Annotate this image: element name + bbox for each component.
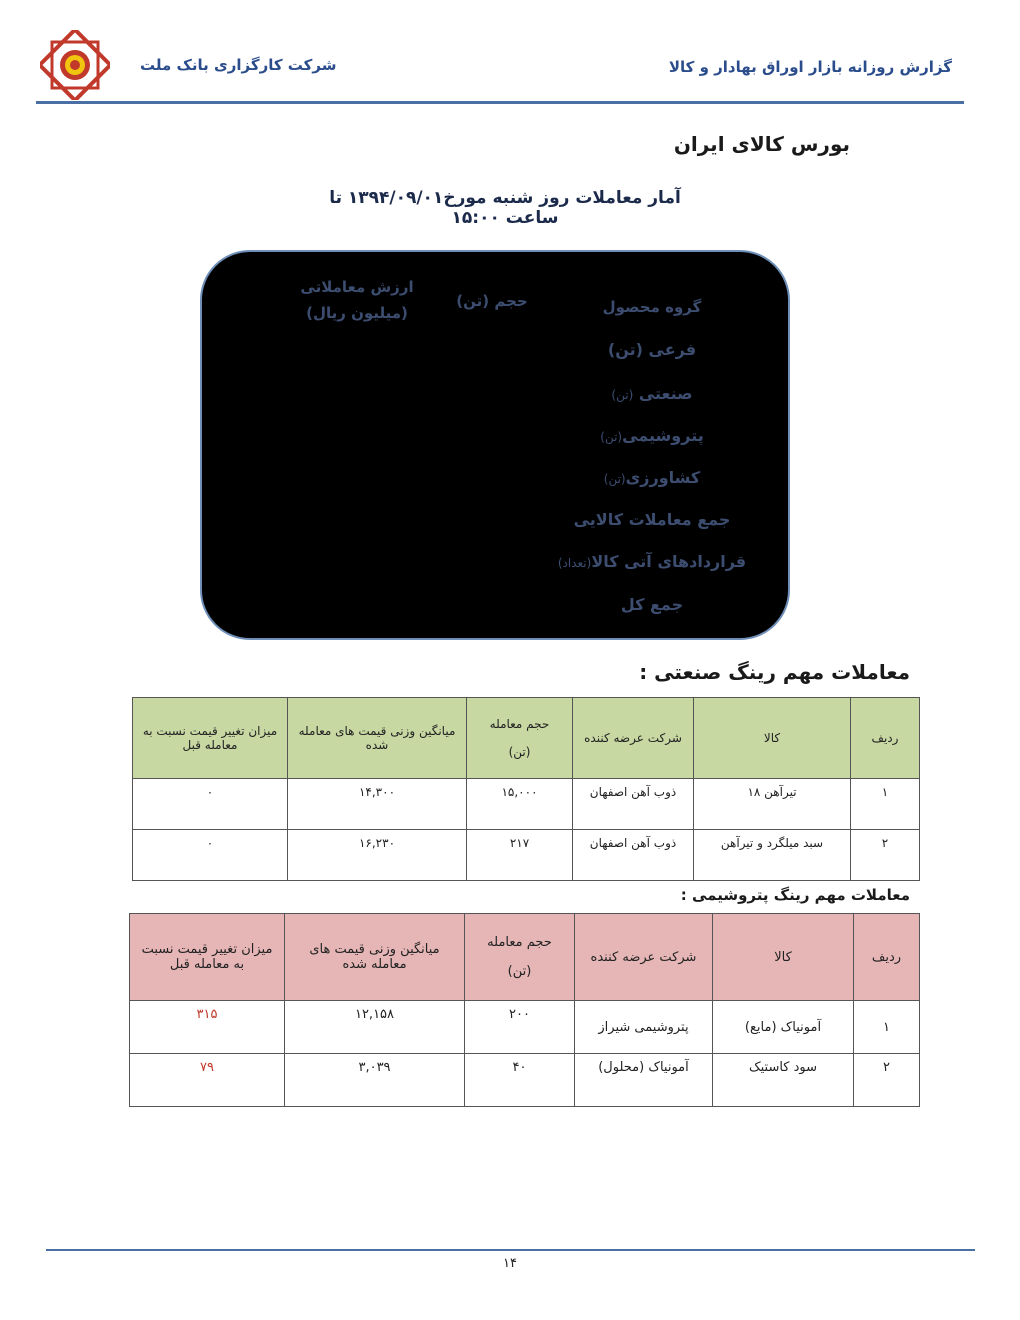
column-value-unit: (میلیون ریال): [306, 304, 408, 322]
summary-row-label: کشاورزی: [625, 468, 701, 487]
cell-price-change: ۳۱۵: [130, 1001, 285, 1054]
table-row: [130, 1001, 920, 1054]
petrochemical-trades-table: [129, 913, 920, 1107]
summary-row-unit: (تن): [607, 340, 643, 359]
cell-row-number: ۱: [854, 1001, 920, 1054]
header-volume: [467, 698, 573, 779]
header-price-change: میزان تغییر قیمت نسبت به معامله قبل: [133, 698, 288, 779]
header-divider: [36, 101, 964, 104]
cell-avg-price: ۱۴,۳۰۰: [288, 779, 467, 830]
cell-avg-price: ۱۶,۲۳۰: [288, 830, 467, 881]
summary-row-label: جمع معاملات کالایی: [573, 510, 731, 529]
cell-supplier: آمونیاک (محلول): [575, 1054, 713, 1107]
summary-row-unit: (تن): [611, 388, 634, 402]
cell-volume: ۲۰۰: [465, 1001, 575, 1054]
summary-row-unit: (تن): [600, 430, 623, 444]
cell-price-change: ۰: [133, 830, 288, 881]
header-volume-label: حجم معامله: [487, 935, 552, 950]
summary-row-commodity-total: [532, 510, 772, 529]
header-commodity: کالا: [694, 698, 851, 779]
table-header-row: [133, 698, 920, 779]
summary-row-label: جمع کل: [620, 595, 684, 614]
header-volume-label: حجم معامله: [489, 717, 550, 731]
table-row: [133, 779, 920, 830]
cell-row-number: ۲: [854, 1054, 920, 1107]
report-title: گزارش روزانه بازار اوراق بهادار و کالا: [668, 58, 952, 76]
industrial-trades-table: [132, 697, 920, 881]
summary-row-agriculture: [532, 468, 772, 487]
cell-supplier: ذوب آهن اصفهان: [573, 830, 694, 881]
cell-commodity: تیرآهن ۱۸: [694, 779, 851, 830]
cell-volume: ۱۵,۰۰۰: [467, 779, 573, 830]
summary-row-label: صنعتی: [638, 384, 693, 403]
page-number: ۱۴: [503, 1256, 517, 1271]
column-value: [287, 274, 427, 326]
cell-commodity: سبد میلگرد و تیرآهن: [694, 830, 851, 881]
header-price-change: میزان تغییر قیمت نسبت به معامله قبل: [130, 914, 285, 1001]
petrochemical-ring-heading: معاملات مهم رینگ پتروشیمی :: [680, 886, 910, 904]
industrial-ring-heading: معاملات مهم رینگ صنعتی :: [639, 660, 910, 684]
summary-row-futures: [532, 552, 772, 571]
section-title: بورس کالای ایران: [673, 132, 850, 156]
footer-divider: [46, 1249, 975, 1251]
cell-supplier: ذوب آهن اصفهان: [573, 779, 694, 830]
header-avg-price: میانگین وزنی قیمت های معامله شده: [288, 698, 467, 779]
table-header-row: [130, 914, 920, 1001]
header-row-number: ردیف: [854, 914, 920, 1001]
cell-volume: ۴۰: [465, 1054, 575, 1107]
summary-row-label: قراردادهای آتی کالا: [591, 552, 747, 571]
summary-row-label: پتروشیمی: [622, 426, 704, 445]
broker-name: شرکت کارگزاری بانک ملت: [140, 56, 337, 74]
summary-row-grand-total: [532, 595, 772, 614]
trading-date-subtitle: آمار معاملات روز شنبه مورخ۱۳۹۴/۰۹/۰۱ تا ساعت ۱۵:۰۰: [329, 188, 681, 228]
cell-row-number: ۱: [851, 779, 920, 830]
cell-price-change: ۰: [133, 779, 288, 830]
cell-avg-price: ۳,۰۳۹: [285, 1054, 465, 1107]
cell-avg-price: ۱۲,۱۵۸: [285, 1001, 465, 1054]
header-supplier: شرکت عرضه کننده: [575, 914, 713, 1001]
summary-box: [200, 250, 790, 640]
table-row: [133, 830, 920, 881]
cell-commodity: آمونیاک (مایع): [713, 1001, 854, 1054]
cell-price-change: ۷۹: [130, 1054, 285, 1107]
cell-commodity: سود کاستیک: [713, 1054, 854, 1107]
company-logo: [40, 30, 110, 100]
summary-row-industrial: [532, 384, 772, 403]
column-volume: حجم (تن): [456, 292, 528, 310]
cell-row-number: ۲: [851, 830, 920, 881]
cell-volume: ۲۱۷: [467, 830, 573, 881]
table-row: [130, 1054, 920, 1107]
header-row-number: ردیف: [851, 698, 920, 779]
header-volume-unit: (تن): [507, 964, 532, 979]
summary-row-petrochemical: [532, 426, 772, 445]
header-commodity: کالا: [713, 914, 854, 1001]
summary-row-sub: [532, 340, 772, 359]
header-volume: [465, 914, 575, 1001]
summary-row-unit: (تعداد): [557, 556, 592, 570]
header-volume-unit: (تن): [508, 745, 531, 759]
cell-supplier: پتروشیمی شیراز: [575, 1001, 713, 1054]
column-value-label: ارزش معاملاتی: [300, 278, 414, 296]
header-supplier: شرکت عرضه کننده: [573, 698, 694, 779]
column-product-group: گروه محصول: [602, 298, 702, 316]
header-avg-price: میانگین وزنی قیمت های معامله شده: [285, 914, 465, 1001]
summary-row-unit: (تن): [603, 472, 626, 486]
summary-row-label: فرعی: [648, 340, 697, 359]
